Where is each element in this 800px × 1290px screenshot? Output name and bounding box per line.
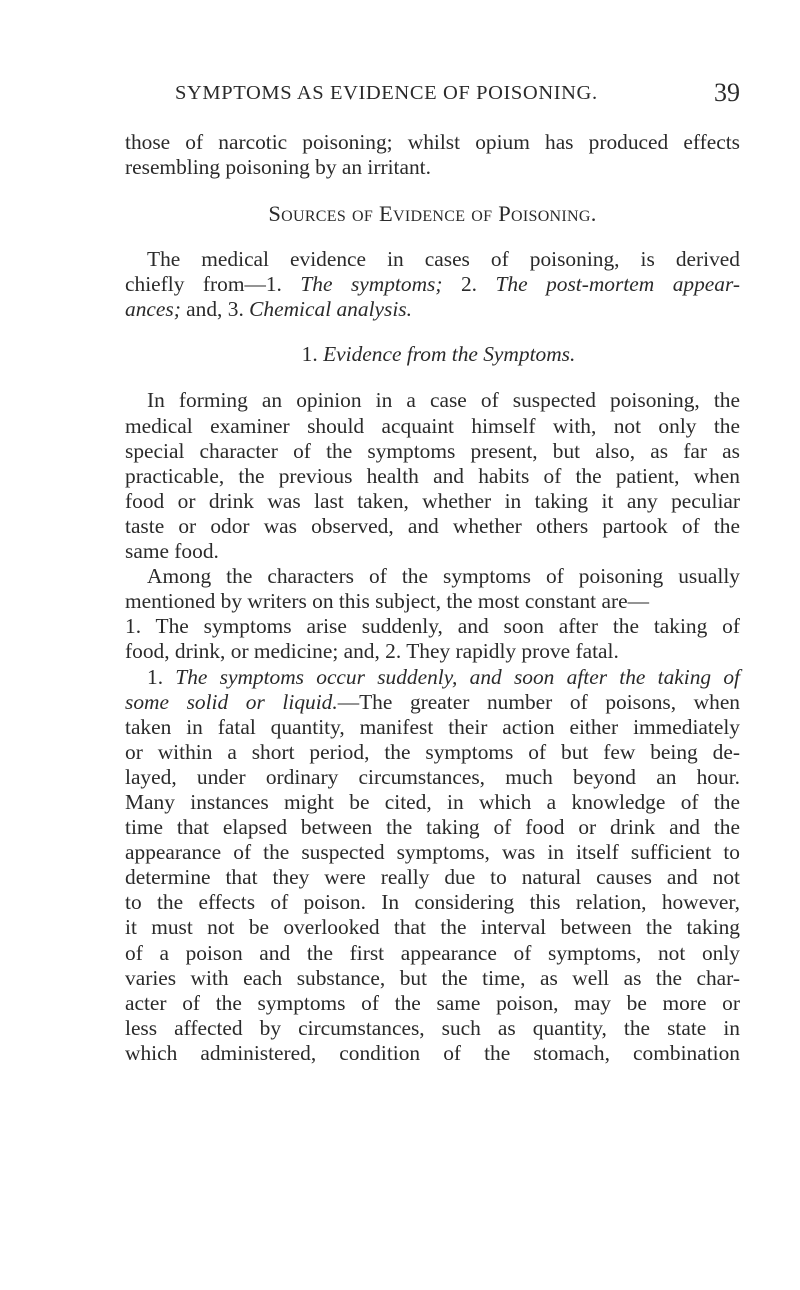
text-line: of a poison and the first appearance of symptoms, not only xyxy=(125,940,740,965)
text-line: same food. xyxy=(125,539,219,564)
text-run: 1. xyxy=(147,664,176,689)
text-line xyxy=(125,272,740,297)
text-line: resembling poisoning by an irritant. xyxy=(125,155,431,180)
running-title: SYMPTOMS AS EVIDENCE OF POISONING. xyxy=(175,82,598,104)
text-line: medical examiner should acquaint himself with, not only the xyxy=(125,413,740,438)
sub-heading xyxy=(125,342,740,367)
italic-run: The post-mortem appear- xyxy=(495,272,740,297)
text-run: 2. xyxy=(442,272,496,297)
text-line: food or drink was last taken, whether in taking it any peculiar xyxy=(125,488,740,513)
text-line xyxy=(125,297,740,322)
italic-run: ances; xyxy=(125,297,181,322)
page-body xyxy=(125,130,740,1066)
text-line: In forming an opinion in a case of suspected poisoning, the xyxy=(147,388,740,413)
text-line: less affected by circumstances, such as quantity, the state in xyxy=(125,1015,740,1040)
text-line: taste or odor was observed, and whether others partook of the xyxy=(125,513,740,538)
text-line: Many instances might be cited, in which a knowledge of the xyxy=(125,789,740,814)
text-line: Among the characters of the symptoms of poisoning usually xyxy=(147,564,740,589)
page-number: 39 xyxy=(714,78,740,107)
text-run: —The greater number of poisons, when xyxy=(337,689,741,714)
text-line: which administered, condition of the stomach, combination xyxy=(125,1040,740,1065)
text-line: or within a short period, the symptoms of but few being de- xyxy=(125,739,740,764)
section-heading: Sources of Evidence of Poisoning. xyxy=(268,201,597,227)
text-run: and, 3. xyxy=(180,297,250,322)
text-line: 1. The symptoms arise suddenly, and soon after the taking of xyxy=(125,614,740,639)
italic-run: Chemical analysis. xyxy=(249,297,412,322)
italic-run: some solid or liquid. xyxy=(125,689,338,714)
sub-heading-number: 1. xyxy=(301,342,324,367)
text-line: taken in fatal quantity, manifest their action either immediately xyxy=(125,714,740,739)
italic-run: The symptoms occur suddenly, and soon after the taking of xyxy=(175,664,740,689)
text-line xyxy=(125,690,740,715)
text-line: layed, under ordinary circumstances, much beyond an hour. xyxy=(125,764,740,789)
text-line: mentioned by writers on this subject, the most constant are— xyxy=(125,589,649,614)
text-line: time that elapsed between the taking of food or drink and the xyxy=(125,815,740,840)
text-line: acter of the symptoms of the same poison, may be more or xyxy=(125,990,740,1015)
text-line: practicable, the previous health and habits of the patient, when xyxy=(125,463,740,488)
text-line: special character of the symptoms present, but also, as far as xyxy=(125,438,740,463)
text-line: to the effects of poison. In considering this relation, however, xyxy=(125,890,740,915)
running-head xyxy=(130,78,740,112)
sub-heading-title: Evidence from the Symptoms. xyxy=(323,342,576,367)
text-line: varies with each substance, but the time, as well as the char- xyxy=(125,965,740,990)
text-line: it must not be overlooked that the interval between the taking xyxy=(125,915,740,940)
text-line: appearance of the suspected symptoms, was in itself sufficient to xyxy=(125,840,740,865)
text-line: those of narcotic poisoning; whilst opium has produced effects xyxy=(125,130,740,154)
text-line xyxy=(125,665,740,690)
text-line: food, drink, or medicine; and, 2. They rapidly prove fatal. xyxy=(125,639,619,664)
text-line: determine that they were really due to natural causes and not xyxy=(125,865,740,890)
text-run: chiefly from—1. xyxy=(125,272,301,297)
text-line: The medical evidence in cases of poisoning, is derived xyxy=(147,247,740,272)
italic-run: The symptoms; xyxy=(300,272,443,297)
